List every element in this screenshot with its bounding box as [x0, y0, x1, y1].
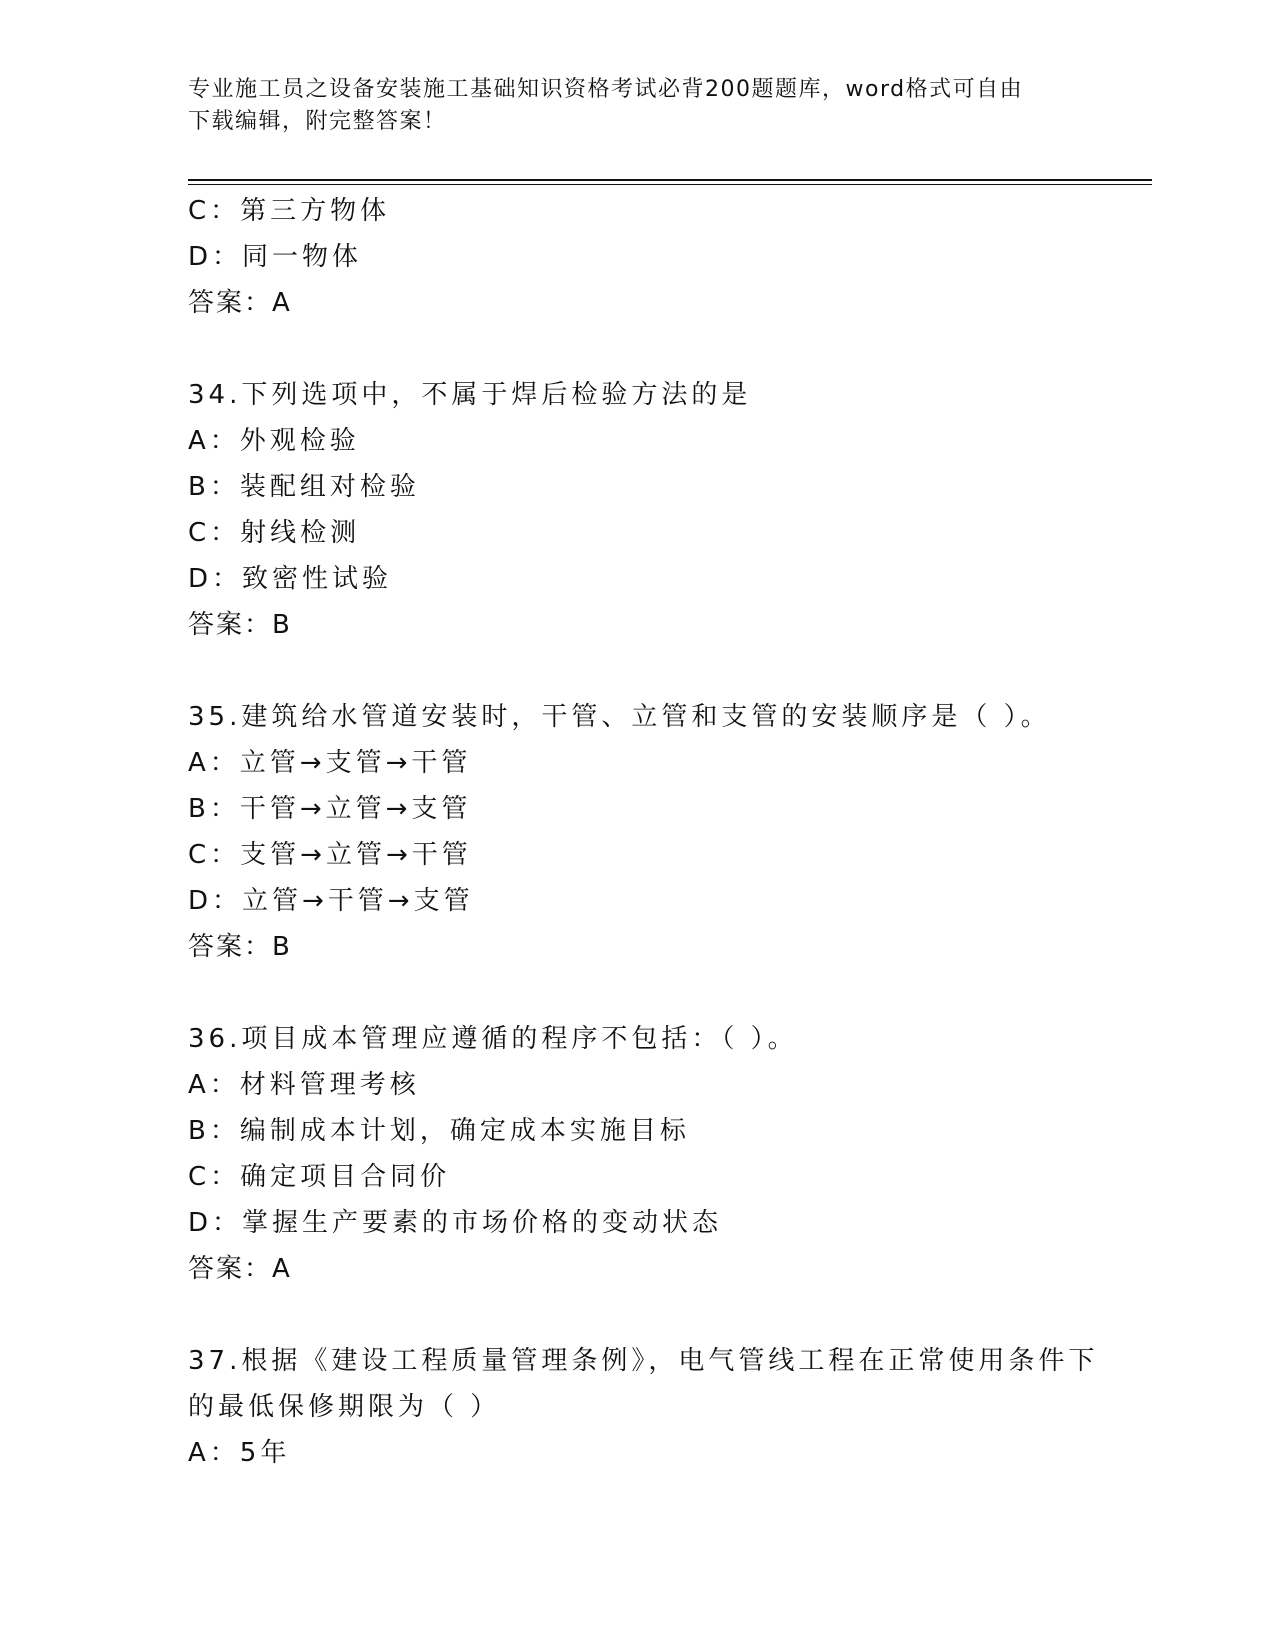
option-c: C：射线检测: [188, 518, 361, 548]
option-d: D：掌握生产要素的市场价格的变动状态: [188, 1208, 723, 1238]
option-a: A：外观检验: [188, 426, 360, 456]
header-divider-thick: [188, 179, 1152, 181]
option-a: A：5年: [188, 1438, 291, 1468]
option-a: A：材料管理考核: [188, 1070, 420, 1100]
spacer: [188, 326, 1088, 372]
spacer: [188, 1292, 1088, 1338]
answer-line: 答案：B: [188, 610, 292, 640]
question-stem: 36.项目成本管理应遵循的程序不包括：（ ）。: [188, 1024, 798, 1054]
header-divider-thin: [188, 184, 1152, 185]
answer-line: 答案：A: [188, 288, 292, 318]
option-c: C：确定项目合同价: [188, 1162, 451, 1192]
question-block-35: [188, 694, 1088, 970]
document-header: [188, 74, 1068, 138]
question-stem-line-1: 37.根据《建设工程质量管理条例》，电气管线工程在正常使用条件下: [188, 1346, 1099, 1376]
question-list: [188, 188, 1099, 1476]
option-d: D：致密性试验: [188, 564, 393, 594]
option-b: B：干管→立管→支管: [188, 794, 472, 824]
option-a: A：立管→支管→干管: [188, 748, 472, 778]
spacer: [188, 648, 1088, 694]
question-stem-line-2: 的最低保修期限为（ ）: [188, 1392, 501, 1422]
option-c: C：第三方物体: [188, 196, 391, 226]
header-line-2: 下载编辑，附完整答案！: [188, 109, 447, 134]
option-d: D：同一物体: [188, 242, 363, 272]
option-d: D：立管→干管→支管: [188, 886, 474, 916]
spacer: [188, 970, 1088, 1016]
question-block-33: [188, 188, 1088, 326]
question-block-36: [188, 1016, 1088, 1292]
answer-line: 答案：A: [188, 1254, 292, 1284]
answer-line: 答案：B: [188, 932, 292, 962]
option-b: B：编制成本计划，确定成本实施目标: [188, 1116, 690, 1146]
question-stem: 35.建筑给水管道安装时，干管、立管和支管的安装顺序是（ ）。: [188, 702, 1051, 732]
header-line-1: 专业施工员之设备安装施工基础知识资格考试必背200题题库，word格式可自由: [188, 77, 1024, 102]
question-block-37: [188, 1338, 1099, 1476]
question-stem: 34.下列选项中，不属于焊后检验方法的是: [188, 380, 752, 410]
option-c: C：支管→立管→干管: [188, 840, 472, 870]
option-b: B：装配组对检验: [188, 472, 420, 502]
question-block-34: [188, 372, 1088, 648]
